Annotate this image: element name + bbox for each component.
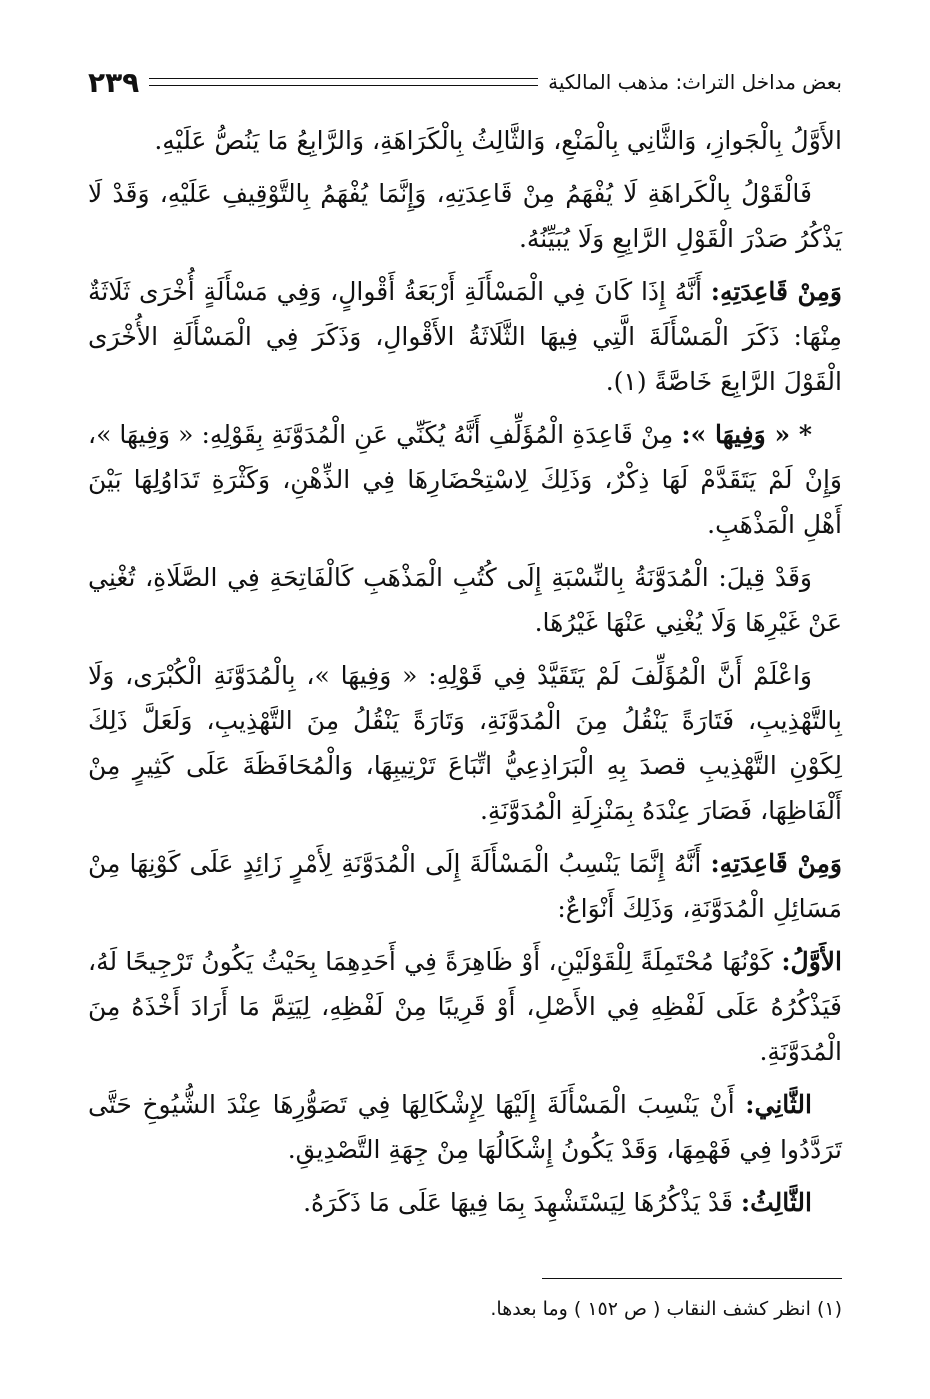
paragraph-text: قَدْ يَذْكُرُهَا لِيَسْتَشْهِدَ بِمَا فِيهَا عَلَى مَا ذَكَرَهُ. [303,1188,733,1217]
paragraph-lead: الثَّالِثُ: [740,1188,812,1217]
header-title: بعض مداخل التراث: مذهب المالكية [548,70,842,94]
paragraph-text: أَنَّهُ إِنَّمَا يَنْسِبُ الْمَسْأَلَةَ إِلَى الْمُدَوَّنَةِ لِأَمْرٍ زَائِدٍ عَلَى كَوْنِهَا مِنْ مَسَائِلِ الْمُدَوَّنَةِ، وَذَلِكَ أَنْوَاعٌ: [88,849,842,923]
paragraph-text: أَنْ يَنْسِبَ الْمَسْأَلَةَ إِلَيْهَا لِإِشْكَالِهَا فِي تَصَوُّرِهَا عِنْدَ الشُّيُوخِ حَتَّى تَرَدَّدُوا فِي فَهْمِهَا، وَقَدْ يَكُونُ إِشْكَالُهَا مِنْ جِهَةِ التَّصْدِيقِ. [88,1090,842,1164]
paragraph [88,1180,842,1225]
paragraph-text: وَاعْلَمْ أَنَّ الْمُؤَلِّفَ لَمْ يَتَقَيَّدْ فِي قَوْلِهِ: « وَفِيهَا »، بِالْمُدَوَّنَةِ الْكُبْرَى، وَلَا بِالتَّهْذِيبِ، فَتَارَةً يَنْقُلُ مِنَ الْمُدَوَّنَةِ، وَتَارَةً يَنْقُلُ مِنَ التَّهْذِيبِ، وَلَعَلَّ ذَلِكَ لِكَوْنِ التَّهْذِيبِ قصدَ بِهِ الْبَرَاذِعِيُّ اتِّبَاعَ تَرْتِيبِهَا، وَالْمُحَافَظَةَ عَلَى كَثِيرٍ مِنْ أَلْفَاظِهَا، فَصَارَ عِنْدَهُ بِمَنْزِلَةِ الْمُدَوَّنَةِ. [88,661,842,825]
running-header [88,62,842,102]
paragraph [88,939,842,1074]
paragraph [88,412,842,547]
paragraph [88,1082,842,1172]
paragraph [88,653,842,833]
footnote: (١) انظر كشف النقاب ( ص ١٥٢ ) وما بعدها. [490,1298,842,1320]
paragraph-lead: وَمِنْ قَاعِدَتِهِ: [710,849,842,878]
paragraph [88,118,842,163]
paragraph-text: أَنَّهُ إِذَا كَانَ فِي الْمَسْأَلَةِ أَرْبَعَةُ أَقْوالٍ، وَفِي مَسْأَلَةٍ أُخْرَى ثَلَاثَةٌ مِنْهَا: ذَكَرَ الْمَسْأَلَةَ الَّتِي فِيهَا الثَّلَاثَةُ الأَقْوالِ، وَذَكَرَ فِي الْمَسْأَلَةِ الأُخْرَى الْقَوْلَ الرَّابِعَ خَاصَّةً (١). [88,277,842,396]
header-rule [149,78,538,86]
paragraph-text: فَالْقَوْلُ بِالْكَراهَةِ لَا يُفْهَمُ مِنْ قَاعِدَتِهِ، وَإِنَّمَا يُفْهَمُ بِالتَّوْقِيفِ عَلَيْهِ، وَقَدْ لَا يَذْكُرُ صَدْرَ الْقَوْلِ الرَّابِعِ وَلَا يُبَيِّنُهُ. [88,179,842,253]
paragraph-lead: * « وَفِيهَا »: [681,420,813,449]
paragraph-text: مِنْ قَاعِدَةِ الْمُؤَلِّفِ أَنَّهُ يُكَنِّي عَنِ الْمُدَوَّنَةِ بِقَوْلِهِ: « وَفِيهَا »، وَإِنْ لَمْ يَتَقَدَّمْ لَهَا ذِكْرٌ، وَذَلِكَ لِاسْتِحْضَارِهَا فِي الذِّهْنِ، وَكَثْرَةِ تَدَاوُلِهَا بَيْنَ أَهْلِ الْمَذْهَبِ. [88,420,842,539]
paragraph [88,171,842,261]
paragraph [88,269,842,404]
footnote-rule [542,1278,842,1279]
body-text [88,118,842,1233]
paragraph [88,555,842,645]
paragraph-text: وَقَدْ قِيلَ: الْمُدَوَّنَةُ بِالنِّسْبَةِ إِلَى كُتُبِ الْمَذْهَبِ كَالْفَاتِحَةِ فِي الصَّلَاةِ، تُغْنِي عَنْ غَيْرِهَا وَلَا يُغْنِي عَنْهَا غَيْرُهَا. [88,563,842,637]
paragraph-text: كَوْنُهَا مُحْتَمِلَةً لِلْقَوْلَيْنِ، أَوْ ظَاهِرَةً فِي أَحَدِهِمَا بِحَيْثُ يَكُونُ تَرْجِيحًا لَهُ، فَيَذْكُرُهُ عَلَى لَفْظِهِ فِي الأَصْلِ، أَوْ قَرِيبًا مِنْ لَفْظِهِ، لِيَتِمَّ مَا أَرَادَ أَخْذَهُ مِنَ الْمُدَوَّنَةِ. [88,947,842,1066]
paragraph-lead: الأَوَّلُ: [781,947,842,976]
paragraph-text: الأَوَّلُ بِالْجَوازِ، وَالثَّانِي بِالْمَنْعِ، وَالثَّالِثُ بِالْكَرَاهَةِ، وَالرَّابِعُ مَا يَنُصُّ عَلَيْهِ. [154,126,842,155]
page-number: ٢٣٩ [88,65,140,99]
paragraph [88,841,842,931]
paragraph-lead: وَمِنْ قَاعِدَتِهِ: [710,277,842,306]
paragraph-lead: الثَّانِي: [745,1090,812,1119]
